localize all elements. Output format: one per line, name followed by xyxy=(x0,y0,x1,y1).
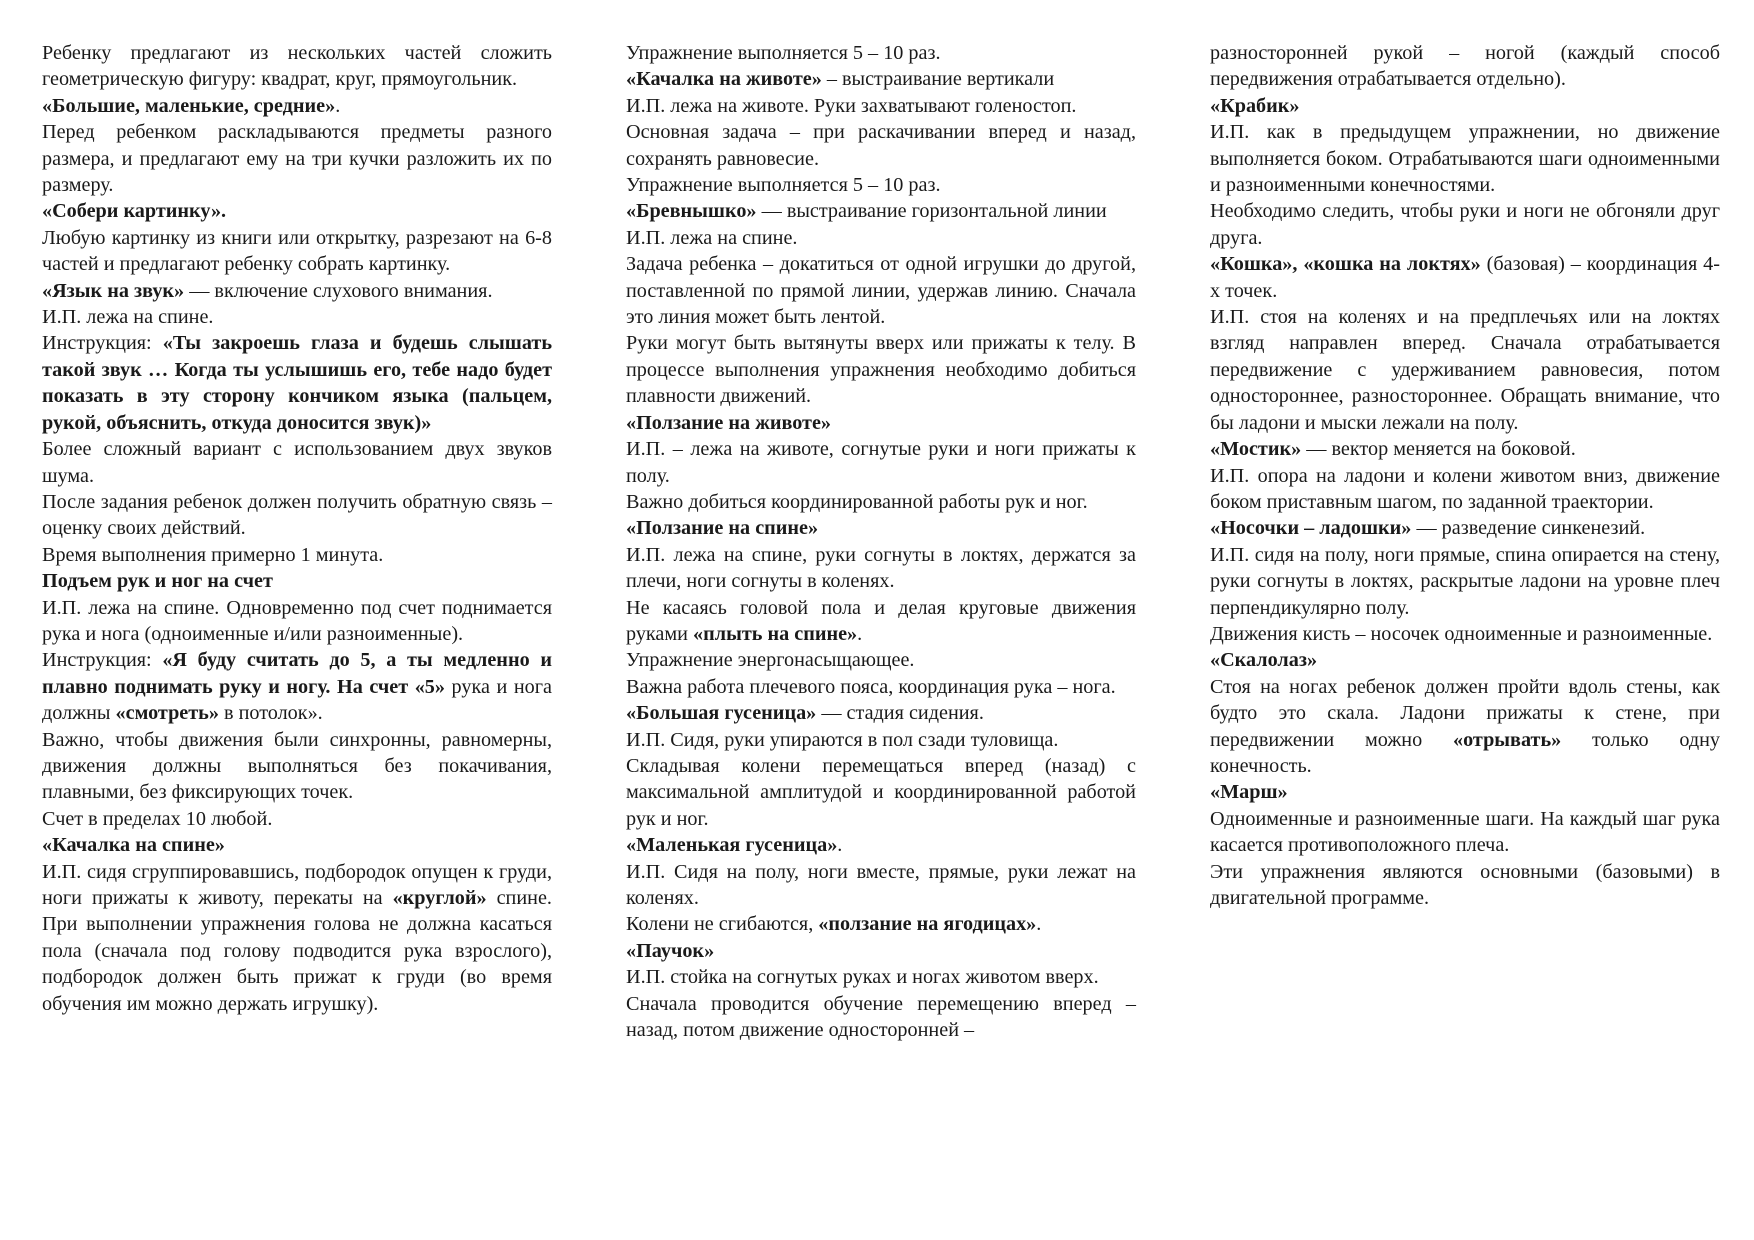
paragraph xyxy=(42,568,552,594)
bold-text-run: «Качалка на спине» xyxy=(42,834,225,857)
text-run: разносторонней рукой – ногой (каждый способ передвижения отрабатывается отдельно). xyxy=(1210,42,1720,91)
paragraph xyxy=(626,674,1136,700)
text-run: Одноименные и разноименные шаги. На каждый шаг рука касается противоположного плеча. xyxy=(1210,807,1720,857)
text-run: И.П. сидя сгруппировавшись, подбородок опущен к груди, ноги прижаты к животу, перекаты на xyxy=(42,860,552,909)
paragraph xyxy=(42,40,552,93)
paragraph xyxy=(626,66,1136,92)
text-run: Упражнение выполняется 5 – 10 раз. xyxy=(626,174,941,197)
text-run: И.П. как в предыдущем упражнении, но движение выполняется боком. Отрабатываются шаги одноименными и разноименными конечностями. xyxy=(1210,121,1720,197)
paragraph xyxy=(42,727,552,806)
bold-text-run: «Ты закроешь глаза и будешь слышать такой звук … Когда ты услышишь его, тебе надо будет показать в эту сторону кончиком языка (пальцем, рукой, объяснить, откуда доносится звук)» xyxy=(42,332,552,434)
text-run: Необходимо следить, чтобы руки и ноги не обгоняли друг друга. xyxy=(1210,200,1720,249)
paragraph xyxy=(626,489,1136,515)
paragraph xyxy=(626,832,1136,858)
text-run: Ребенку предлагают из нескольких частей сложить геометрическую фигуру: квадрат, круг, прямоугольник. xyxy=(42,42,552,91)
text-run: Инструкция: xyxy=(42,649,163,672)
text-run: Инструкция: xyxy=(42,332,163,355)
text-run: рука и нога должны xyxy=(42,675,552,725)
bold-text-run: «ползание на ягодицах» xyxy=(818,913,1037,936)
text-run: И.П. лежа на спине. Одновременно под счет поднимается рука и нога (одноименные и/или разноименные). xyxy=(42,596,552,645)
bold-text-run: «Большая гусеница» xyxy=(626,702,817,725)
text-run: Эти упражнения являются основными (базовыми) в двигательной программе. xyxy=(1210,860,1720,909)
paragraph xyxy=(626,542,1136,595)
paragraph xyxy=(42,806,552,832)
text-run: И.П. лежа на спине. xyxy=(42,306,214,329)
text-run: Упражнение выполняется 5 – 10 раз. xyxy=(626,42,941,64)
paragraph xyxy=(626,753,1136,832)
paragraph xyxy=(1210,251,1720,304)
paragraph xyxy=(626,330,1136,409)
paragraph xyxy=(42,647,552,726)
text-run: Любую картинку из книги или открытку, разрезают на 6-8 частей и предлагают ребенку собрать картинку. xyxy=(42,226,552,276)
text-run: Руки могут быть вытянуты вверх или прижаты к телу. В процессе выполнения упражнения необходимо добиться плавности движений. xyxy=(626,332,1136,408)
text-run: И.П. Сидя на полу, ноги вместе, прямые, руки лежат на коленях. xyxy=(626,860,1136,909)
bold-text-run: «круглой» xyxy=(392,887,487,909)
paragraph xyxy=(42,436,552,489)
paragraph xyxy=(626,964,1136,990)
text-run: — стадия сидения. xyxy=(816,702,984,725)
text-run: — выстраивание горизонтальной линии xyxy=(756,200,1107,223)
paragraph xyxy=(1210,806,1720,859)
text-run: Счет в пределах 10 любой. xyxy=(42,807,273,830)
paragraph xyxy=(626,859,1136,912)
text-run: Не касаясь головой пола и делая круговые движения руками xyxy=(626,596,1136,645)
bold-text-run: «Язык на звук» xyxy=(42,279,185,302)
bold-text-run: «Собери картинку». xyxy=(42,200,227,223)
text-run: Движения кисть – носочек одноименные и разноименные. xyxy=(1210,622,1713,645)
paragraph xyxy=(626,991,1136,1044)
paragraph xyxy=(1210,647,1720,673)
text-run: — разведение синкенезий. xyxy=(1411,517,1646,540)
text-run: Важно добиться координированной работы рук и ног. xyxy=(626,490,1088,513)
text-run: И.П. лежа на животе. Руки захватывают голеностоп. xyxy=(626,94,1077,117)
text-run: Время выполнения примерно 1 минута. xyxy=(42,543,384,566)
paragraph xyxy=(42,198,552,224)
paragraph xyxy=(626,251,1136,330)
bold-text-run: «Носочки – ладошки» xyxy=(1210,517,1412,540)
text-run: – выстраивание вертикали xyxy=(821,68,1055,91)
paragraph xyxy=(42,119,552,198)
text-run: Основная задача – при раскачивании вперед и назад, сохранять равновесие. xyxy=(626,121,1136,170)
text-run: в потолок». xyxy=(218,702,323,725)
paragraph xyxy=(626,727,1136,753)
paragraph xyxy=(626,410,1136,436)
text-run: Складывая колени перемещаться вперед (назад) с максимальной амплитудой и координированной работой рук и ног. xyxy=(626,754,1136,830)
text-run: И.П. стоя на коленях и на предплечьях или на локтях взгляд направлен вперед. Сначала отрабатывается передвижение с удерживанием равновесия, потом одностороннее, разностороннее. Обращать внимание, что бы ладони и мыски лежали на полу. xyxy=(1210,306,1720,434)
text-run: И.П. стойка на согнутых руках и ногах животом вверх. xyxy=(626,966,1099,989)
text-run: Важно, чтобы движения были синхронны, равномерны, движения должны выполняться без покачивания, плавными, без фиксирующих точек. xyxy=(42,728,552,804)
text-run: Перед ребенком раскладываются предметы разного размера, и предлагают ему на три кучки разложить их по размеру. xyxy=(42,121,552,197)
paragraph xyxy=(1210,621,1720,647)
paragraph xyxy=(1210,436,1720,462)
text-run: Важна работа плечевого пояса, координация рука – нога. xyxy=(626,675,1116,698)
paragraph xyxy=(42,93,552,119)
paragraph xyxy=(1210,119,1720,198)
bold-text-run: «Маленькая гусеница» xyxy=(626,834,838,857)
text-column-right xyxy=(1210,40,1720,911)
paragraph xyxy=(626,225,1136,251)
text-run: Задача ребенка – докатиться от одной игрушки до другой, поставленной по прямой линии, удержав линию. Сначала это линия может быть лентой. xyxy=(626,253,1136,329)
bold-text-run: Подъем рук и ног на счет xyxy=(42,570,273,593)
text-run: Стоя на ногах ребенок должен пройти вдоль стены, как будто это скала. Ладони прижаты к стене, при передвижении можно xyxy=(1210,675,1720,751)
text-column-left xyxy=(42,40,552,1017)
bold-text-run: «Паучок» xyxy=(626,939,715,962)
bold-text-run: «Мостик» xyxy=(1210,438,1302,461)
paragraph xyxy=(42,832,552,858)
paragraph xyxy=(626,198,1136,224)
text-run: — включение слухового внимания. xyxy=(184,279,493,302)
paragraph xyxy=(626,119,1136,172)
paragraph xyxy=(626,436,1136,489)
text-run: . xyxy=(857,622,863,645)
text-run: (базовая) – координация 4-х точек. xyxy=(1210,253,1720,302)
bold-text-run: «Крабик» xyxy=(1210,94,1300,117)
paragraph xyxy=(626,938,1136,964)
bold-text-run: «Я буду считать до 5, а ты медленно и плавно поднимать руку и ногу. На счет «5» xyxy=(42,649,552,698)
paragraph xyxy=(1210,859,1720,912)
text-run: Колени не сгибаются, xyxy=(626,913,819,936)
paragraph xyxy=(1210,93,1720,119)
text-column-middle xyxy=(626,40,1136,1043)
paragraph xyxy=(626,40,1136,66)
paragraph xyxy=(42,595,552,648)
paragraph xyxy=(626,93,1136,119)
bold-text-run: «Большие, маленькие, средние» xyxy=(42,94,336,117)
paragraph xyxy=(42,278,552,304)
paragraph xyxy=(42,542,552,568)
bold-text-run: «Кошка», «кошка на локтях» xyxy=(1210,253,1481,276)
paragraph xyxy=(1210,515,1720,541)
text-run: спине. При выполнении упражнения голова не должна касаться пола (сначала под голову подводится рука взрослого), подбородок должен быть прижат к груди (во время обучения им можно держать игрушку). xyxy=(42,887,552,1015)
paragraph xyxy=(1210,674,1720,780)
paragraph xyxy=(1210,40,1720,93)
paragraph xyxy=(626,647,1136,673)
paragraph xyxy=(1210,304,1720,436)
paragraph xyxy=(1210,779,1720,805)
paragraph xyxy=(626,515,1136,541)
text-run: И.П. – лежа на животе, согнутые руки и ноги прижаты к полу. xyxy=(626,438,1136,487)
text-run: — вектор меняется на боковой. xyxy=(1301,438,1576,461)
paragraph xyxy=(1210,542,1720,621)
text-run: . xyxy=(1036,913,1042,936)
bold-text-run: «Ползание на животе» xyxy=(626,411,832,434)
paragraph xyxy=(626,911,1136,937)
text-run: После задания ребенок должен получить обратную связь – оценку своих действий. xyxy=(42,490,552,540)
bold-text-run: «Марш» xyxy=(1210,781,1288,804)
paragraph xyxy=(1210,198,1720,251)
text-run: . xyxy=(837,834,843,857)
bold-text-run: «отрывать» xyxy=(1452,728,1562,751)
text-run: только одну конечность. xyxy=(1210,728,1720,777)
paragraph xyxy=(42,330,552,436)
paragraph xyxy=(42,225,552,278)
bold-text-run: «Ползание на спине» xyxy=(626,517,819,540)
paragraph xyxy=(42,859,552,1017)
text-run: И.П. сидя на полу, ноги прямые, спина опирается на стену, руки согнуты в локтях, раскрытые ладони на уровне плеч перпендикулярно полу. xyxy=(1210,543,1720,619)
text-run: И.П. лежа на спине. xyxy=(626,226,798,249)
text-run: И.П. опора на ладони и колени животом вниз, движение боком приставным шагом, по заданной траектории. xyxy=(1210,464,1720,513)
paragraph xyxy=(626,595,1136,648)
bold-text-run: «Качалка на животе» xyxy=(626,68,822,91)
bold-text-run: «Бревнышко» xyxy=(626,200,757,223)
text-run: Сначала проводится обучение перемещению вперед – назад, потом движение односторонней – xyxy=(626,992,1136,1042)
bold-text-run: «плыть на спине» xyxy=(693,622,858,645)
paragraph xyxy=(42,304,552,330)
paragraph xyxy=(626,172,1136,198)
text-run: И.П. Сидя, руки упираются в пол сзади туловища. xyxy=(626,728,1059,751)
paragraph xyxy=(626,700,1136,726)
text-run: . xyxy=(335,94,341,117)
bold-text-run: «смотреть» xyxy=(115,702,219,725)
text-run: Более сложный вариант с использованием двух звуков шума. xyxy=(42,438,552,487)
bold-text-run: «Скалолаз» xyxy=(1210,649,1318,672)
text-run: И.П. лежа на спине, руки согнуты в локтях, держатся за плечи, ноги согнуты в коленях. xyxy=(626,543,1136,593)
text-run: Упражнение энергонасыщающее. xyxy=(626,649,915,672)
paragraph xyxy=(42,489,552,542)
paragraph xyxy=(1210,463,1720,516)
